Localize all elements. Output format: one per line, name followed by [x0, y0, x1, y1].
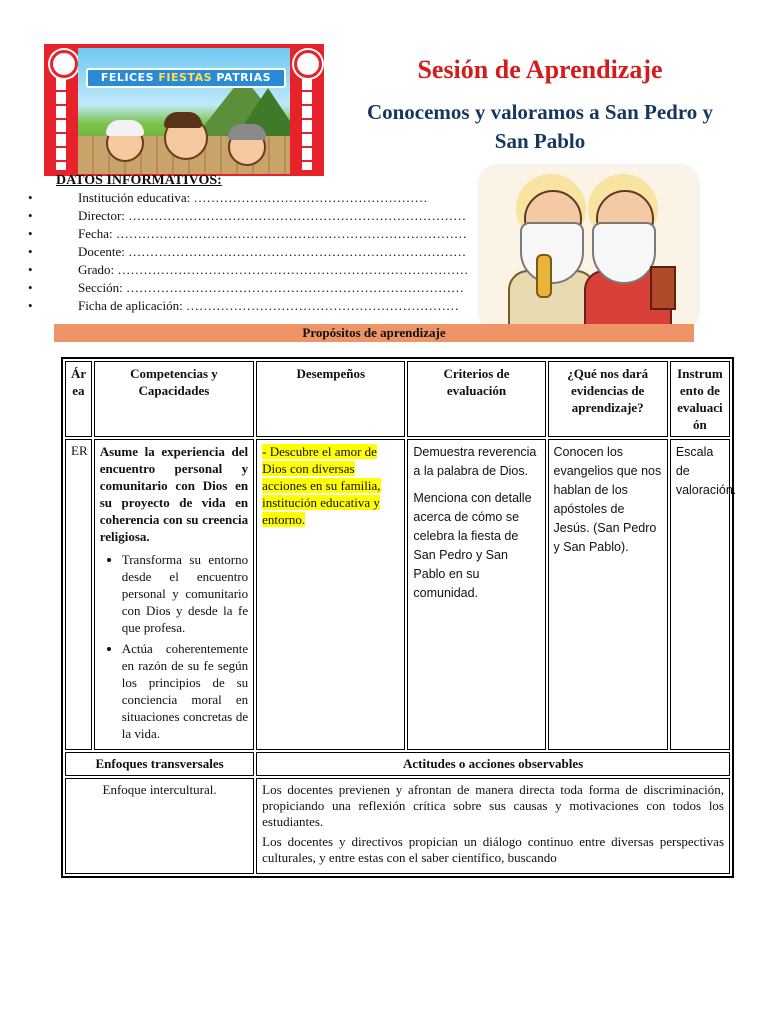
table-header-row — [65, 361, 730, 437]
page-title: Sesión de Aprendizaje — [417, 55, 663, 84]
learning-table — [61, 357, 737, 878]
datos-heading: DATOS INFORMATIVOS: — [56, 173, 222, 188]
ribbon-right — [302, 78, 312, 170]
criterio-item: Demuestra reverencia a la palabra de Dios. — [413, 445, 537, 478]
beard-icon — [520, 222, 584, 284]
child-character-icon — [164, 116, 208, 160]
saints-illustration — [480, 166, 698, 330]
banner-title: FELICES FIESTAS PATRIAS — [86, 68, 286, 88]
child-character-icon — [228, 128, 266, 166]
datos-item: • Ficha de aplicación: ……………………………………………………… — [28, 298, 459, 313]
desempeno-text: - Descubre el amor de Dios con diversas acciones en su familia, institución educativa y entorno. — [262, 444, 381, 527]
child-character-icon — [106, 124, 144, 162]
rosette-right-icon — [294, 50, 322, 78]
header-criterios: Criterios de evaluación — [407, 361, 545, 437]
cell-evidencias: Conocen los evangelios que nos hablan de los apóstoles de Jesús. (San Pedro y San Pablo). — [548, 439, 668, 750]
capacidad-item: • Actúa coherentemente en razón de su fe según los principios de su conciencia moral en situaciones concretas de la vida. — [122, 640, 248, 742]
datos-item: • Sección: …………………………………………………………………… — [28, 280, 465, 295]
cell-criterios — [407, 439, 545, 750]
header-evidencias: ¿Qué nos dará evidencias de aprendizaje? — [548, 361, 668, 437]
datos-item: • Director: …………………………………………………………………… — [28, 208, 467, 223]
ribbon-left — [56, 78, 66, 170]
competencia-text: Asume la experiencia del encuentro personal y comunitario con Dios en su proyecto de vida en coherencia con su creencia religiosa. — [99, 444, 249, 544]
header-desempenos: Desempeños — [256, 361, 405, 437]
cell-desempenos — [256, 439, 405, 750]
cell-competencias — [94, 439, 254, 750]
table-row — [65, 439, 730, 750]
propositos-bar: Propósitos de aprendizaje — [54, 324, 694, 342]
datos-item: • Institución educativa: ……………………………………………… — [28, 190, 428, 205]
datos-item: • Fecha: ……………………………………………………………………… — [28, 226, 467, 241]
actitud-item: Los docentes y directivos propician un diálogo continuo entre diversas perspectivas culturales, y entre estas con el saber científico, buscando — [262, 834, 724, 865]
enfoque-cell: Enfoque intercultural. — [65, 778, 254, 874]
key-icon — [536, 254, 552, 298]
actitudes-cell — [256, 778, 730, 874]
machu-picchu-scene — [78, 48, 290, 174]
header-instrumento: Instrum ento de evaluaci ón — [670, 361, 730, 437]
enfoques-row — [65, 778, 730, 874]
actitudes-header: Actitudes o acciones observables — [256, 752, 730, 776]
cell-area: ER — [65, 439, 92, 750]
capacidad-item: • Transforma su entorno desde el encuentro personal y comunitario con Dios y desde la fe que profesa. — [122, 551, 248, 636]
datos-list — [28, 189, 468, 315]
header-competencias: Competencias y Capacidades — [94, 361, 254, 437]
datos-item: • Docente: …………………………………………………………………… — [28, 244, 467, 259]
enfoques-header-row — [65, 752, 730, 776]
banner-illustration — [44, 44, 324, 176]
cell-instrumento: Escala de valoración. — [670, 439, 730, 750]
book-icon — [650, 266, 676, 310]
header-area: Ár ea — [65, 361, 92, 437]
capacidades-list — [100, 551, 248, 742]
rosette-left-icon — [50, 50, 78, 78]
datos-item: • Grado: ……………………………………………………………………… — [28, 262, 469, 277]
beard-icon — [592, 222, 656, 284]
actitud-item: Los docentes previenen y afrontan de manera directa toda forma de discriminación, propiciando una reflexión crítica sobre sus causas y motivaciones con todos los estudiantes. — [262, 782, 724, 829]
page-subtitle: Conocemos y valoramos a San Pedro y San Pablo — [366, 100, 714, 153]
enfoques-header: Enfoques transversales — [65, 752, 254, 776]
criterio-item: Menciona con detalle acerca de cómo se celebra la fiesta de San Pedro y San Pablo en su comunidad. — [413, 491, 532, 600]
